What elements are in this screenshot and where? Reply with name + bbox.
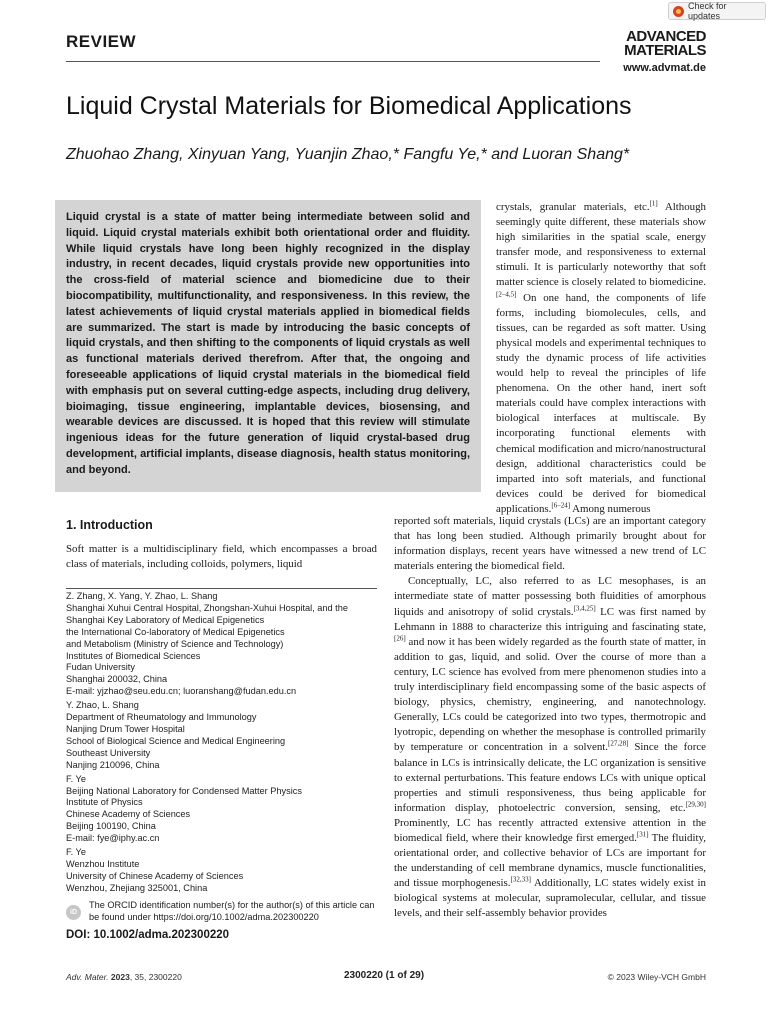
- citation-ref[interactable]: [31]: [636, 830, 649, 839]
- journal-logo: [602, 30, 706, 58]
- intro-paragraph-2: Conceptually, LC, also referred to as LC mesophases, is an intermediate state of matter possessing both fluidities of amorphous liquids and anisotropy of solid crystals.[3,4,25] LC was first named by Lehmann in 1888 to characterize this intriguing and fascinating state,[26] and now it has been widely regarded as the fourth state of matter, in addition to gas, liquid, and solid. Over the course of more than a century, LC science has evolved from mere phenomenon studies into a truly interdisciplinary field encompassing some of the basic aspects of biology, physics, chemistry, engineering, and nanotechnology. Generally, LCs could be categorized into two types, thermotropic and lyotropic, depending on whether the mesophase is controlled primarily by temperature or concentration in a solvent.[27,28] Since the force balance in LCs is intrinsically delicate, the LC organization is sensitive to external perturbations. This feature endows LCs with unique optical properties and stimuli responsiveness, thus being applicable for information display, photoelectric conversion, sensing, etc.[29,30] Prominently, LC has recently attracted extensive attention in the biomedical field, where their knowledge first emerged.[31] The fluidity, orientational order, and collective behavior of LCs are important for the understanding of cell membrane dynamics, muscle functionalities, and tissue morphogenesis.[32,33] Additionally, LC states widely exist in biological systems at molecular, supramolecular, cellular, and tissue levels, and their self-assembly behavior provides: [394, 575, 706, 920]
- abstract-text: Liquid crystal is a state of matter being intermediate between solid and liquid. Liquid crystal materials exhibit both orientational order and fluidity. While liquid crystals have long been highly recognized in the display industry, in recent decades, liquid crystals provide new opportunities into the cross-field of material science and biomedicine due to their biocompatibility, multifunctionality, and responsiveness. In this review, the latest achievements of liquid crystal materials applied in biomedical fields are summarized. The start is made by introducing the basic concepts of liquid crystals, and then shifting to the components of liquid crystals as well as functional materials derived therefrom. After that, the ongoing and foreseeable applications of liquid crystal materials in the biomedical field with emphasis put on several cutting-edge aspects, including drug delivery, bioimaging, tissue engineering, implantable devices, biosensing, and wearable devices are discussed. It is hoped that this review will stimulate ingenious ideas for the future generation of liquid crystal-based drug development, artificial implants, disease diagnosis, health status monitoring, and beyond.: [66, 211, 470, 476]
- affiliation-group: F. Ye Wenzhou Institute University of Chinese Academy of Sciences Wenzhou, Zhejiang 325001, China: [66, 847, 244, 893]
- citation-ref[interactable]: [27,28]: [608, 739, 629, 748]
- journal-logo-line1: ADVANCED: [626, 28, 706, 45]
- affiliation-group: Y. Zhao, L. Shang Department of Rheumatology and Immunology Nanjing Drum Tower Hospital School of Biological Science and Medical Engineering Southeast University Nanjing 210096, China: [66, 700, 286, 770]
- crossmark-icon: [673, 6, 684, 17]
- journal-logo-line2: MATERIALS: [624, 42, 706, 59]
- footer-page-number: 2300220 (1 of 29): [343, 970, 425, 981]
- citation-ref[interactable]: [2–4,5]: [496, 289, 517, 298]
- intro-right-continuation: reported soft materials, liquid crystals (LCs) are an important category that has long been studied. Although primarily brought about for information displays, recent years have witnessed a new trend of LC materials entering the biomedical field.: [394, 515, 706, 573]
- citation-ref[interactable]: [32,33]: [510, 875, 531, 884]
- affiliation-divider: [66, 588, 377, 589]
- section-heading-introduction: 1. Introduction: [66, 518, 153, 532]
- abstract-box: [55, 200, 481, 492]
- doi-link[interactable]: DOI: 10.1002/adma.202300220: [66, 929, 230, 941]
- header-divider: [66, 61, 600, 62]
- citation-ref[interactable]: [6–24]: [551, 501, 571, 510]
- footer-copyright: © 2023 Wiley-VCH GmbH: [607, 972, 706, 982]
- citation-ref[interactable]: [3,4,25]: [573, 603, 596, 612]
- article-title: Liquid Crystal Materials for Biomedical Applications: [66, 92, 632, 120]
- orcid-note: The ORCID identification number(s) for the author(s) of this article can be found under https://doi.org/10.1002/adma.202300220: [89, 900, 375, 922]
- section-label: REVIEW: [66, 32, 137, 51]
- check-updates-label: Check for updates: [688, 1, 727, 21]
- affiliations-block: [66, 591, 377, 897]
- author-list: Zhuohao Zhang, Xinyuan Yang, Yuanjin Zhao,* Fangfu Ye,* and Luoran Shang*: [66, 146, 630, 163]
- check-for-updates-button[interactable]: [668, 2, 766, 20]
- footer-citation: Adv. Mater. 2023, 35, 2300220: [66, 972, 182, 982]
- journal-website-link[interactable]: www.advmat.de: [623, 62, 706, 74]
- citation-ref[interactable]: [1]: [649, 199, 658, 208]
- intro-right-column: [394, 514, 706, 922]
- orcid-icon: iD: [66, 905, 81, 920]
- intro-right-top-paragraph: crystals, granular materials, etc.[1] Although seemingly quite different, these materials show high similarities in the spatial scale, energy transfer mode, and responsiveness to external stimuli. It is particularly noteworthy that soft matter science is closely related to biomedicine.[2–4,5] On one hand, the components of life forms, including biomolecules, cells, and tissues, can be regarded as soft matter. Using physical models and experimental techniques to study the dynamic process of life activities would help to reveal the principles of life phenomena. On the other hand, inert soft materials could have complex interactions with biological interfaces at multiscale. By incorporating functional elements with chemical modification and micro/nanostructural design, additional characteristics could be imparted into soft materials, and functional devices could be derived for biomedical applications.[6–24] Among numerous: [496, 199, 706, 515]
- citation-ref[interactable]: [29,30]: [685, 800, 706, 809]
- intro-left-paragraph: Soft matter is a multidisciplinary field, which encompasses a broad class of materials, including colloids, polymers, liquid: [66, 543, 377, 571]
- citation-ref[interactable]: [26]: [394, 634, 406, 643]
- affiliation-group: F. Ye Beijing National Laboratory for Condensed Matter Physics Institute of Physics Chinese Academy of Sciences Beijing 100190, China E-mail: fye@iphy.ac.cn: [66, 773, 302, 844]
- affiliation-group: Z. Zhang, X. Yang, Y. Zhao, L. Shang Shanghai Xuhui Central Hospital, Zhongshan-Xuhui Hospital, and the Shanghai Key Laboratory of Medical Epigenetics the International Co-laboratory of Medical Epigenetics and Metabolism (Ministry of Science and Technology) Institutes of Biomedical Sciences Fudan University Shanghai 200032, China E-mail: yjzhao@seu.edu.cn; luoranshang@fudan.edu.cn: [66, 591, 348, 697]
